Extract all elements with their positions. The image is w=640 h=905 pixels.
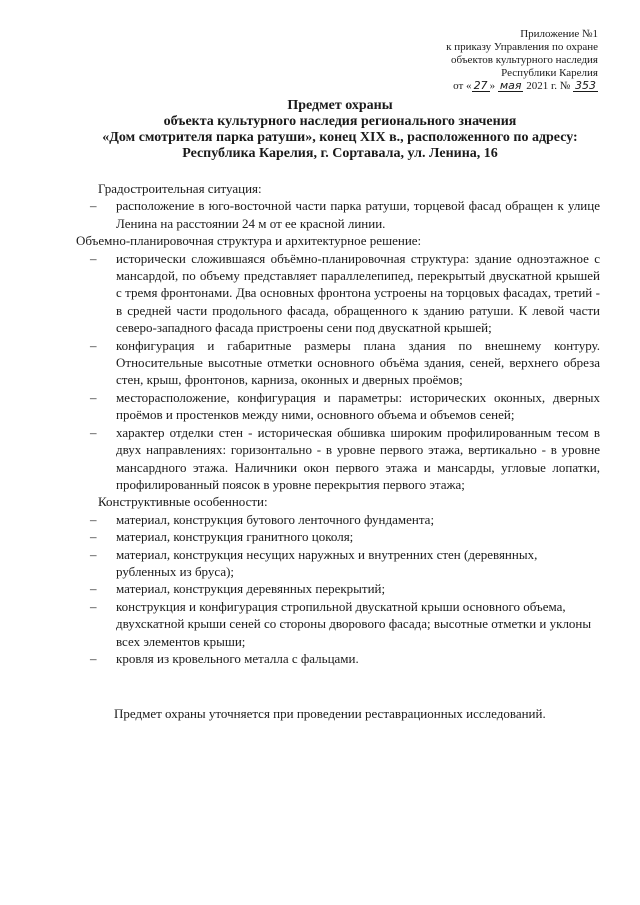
- title-line-3: «Дом смотрителя парка ратуши», конец XIX в., расположенного по адресу:: [102, 130, 578, 145]
- date-mid: »: [489, 80, 498, 92]
- section-label-volume: Объемно-планировочная структура и архитектурное решение:: [76, 233, 422, 249]
- section-label-construct: Конструктивные особенности:: [98, 494, 268, 510]
- title-line-2: объекта культурного наследия регионального значения: [163, 114, 517, 129]
- list-item: – материал, конструкция гранитного цоколя;: [84, 528, 600, 545]
- list-item: – материал, конструкция несущих наружных и внутренних стен (деревянных, рубленных из бруса);: [84, 546, 600, 581]
- appendix-line-3: объектов культурного наследия: [451, 54, 598, 66]
- appendix-date-line: [446, 80, 598, 93]
- title-line-1: Предмет охраны: [287, 98, 393, 113]
- document-body: [76, 180, 600, 667]
- construct-list: [84, 511, 600, 668]
- volume-list: [84, 250, 600, 494]
- list-item: – исторически сложившаяся объёмно-планировочная структура: здание одноэтажное с мансардой, по объему представляет параллелепипед, перекрытый двускатной крышей с тремя фронтонами. Два основных фронтона устроены на торцовых фасадах, третий - в средней части продольного фасада, обращенного к зданию ратуши. К левой части северо-западного фасада пристроены сени под двускатной крышей;: [84, 250, 600, 337]
- handwritten-month: мая: [499, 79, 522, 92]
- document-title: [60, 98, 620, 162]
- list-item: – материал, конструкция бутового ленточного фундамента;: [84, 511, 600, 528]
- section-label-urban: Градостроительная ситуация:: [98, 181, 262, 196]
- handwritten-order-number: 353: [575, 79, 596, 92]
- appendix-line-1: Приложение №1: [520, 28, 598, 40]
- title-line-4: Республика Карелия, г. Сортавала, ул. Ленина, 16: [182, 146, 498, 161]
- appendix-header: [446, 28, 598, 93]
- list-item: – конструкция и конфигурация стропильной двускатной крыши основного объема, двухскатной крыши сеней со стороны дворового фасада; высотные отметки и уклоны всех элементов крыши;: [84, 598, 600, 650]
- appendix-line-2: к приказу Управления по охране: [446, 41, 598, 53]
- list-item: – кровля из кровельного металла с фальцами.: [84, 650, 600, 667]
- list-item: – характер отделки стен - историческая обшивка широким профилированным тесом в двух направлениях: горизонтально - в уровне первого этажа, вертикально - в уровне мансардного этажа. Наличники окон первого этажа и мансарды, угловые лопатки, профилированный поясок в уровне перекрытия первого этажа;: [84, 424, 600, 494]
- list-item: – материал, конструкция деревянных перекрытий;: [84, 580, 600, 597]
- appendix-line-4: Республики Карелия: [501, 67, 598, 79]
- urban-list: [84, 197, 600, 232]
- footer-note: Предмет охраны уточняется при проведении реставрационных исследований.: [114, 706, 546, 721]
- handwritten-day: 27: [473, 79, 488, 92]
- date-year: 2021 г. №: [523, 80, 573, 92]
- date-prefix: от «: [453, 80, 472, 92]
- list-item: – месторасположение, конфигурация и параметры: исторических оконных, дверных проёмов и простенков между ними, основного объема и объемов сеней;: [84, 389, 600, 424]
- list-item: – расположение в юго-восточной части парка ратуши, торцевой фасад обращен к улице Ленина на расстоянии 24 м от ее красной линии.: [84, 197, 600, 232]
- list-item: – конфигурация и габаритные размеры плана здания по внешнему контуру. Относительные высотные отметки основного объёма здания, сеней, верхнего обреза стен, крыш, фронтонов, карниза, оконных и дверных проёмов;: [84, 337, 600, 389]
